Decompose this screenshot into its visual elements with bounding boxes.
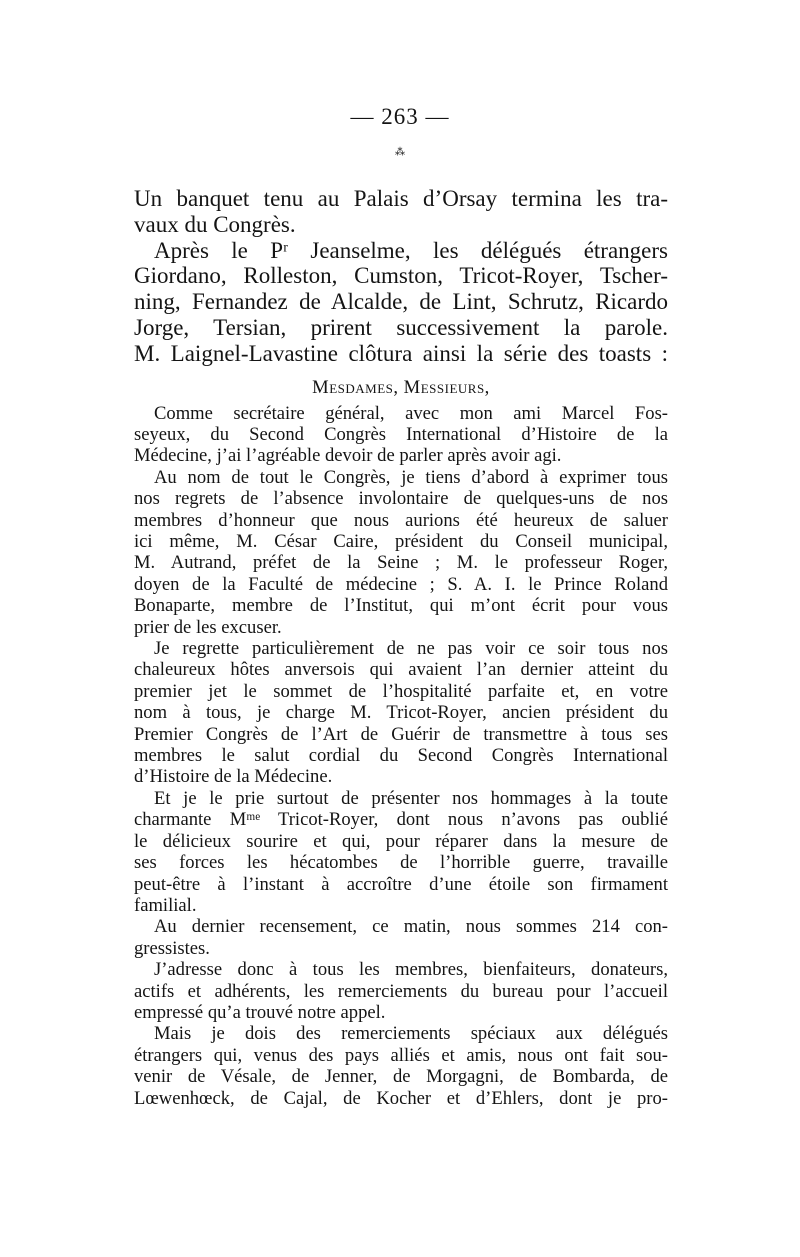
text-line: premier jet le sommet de l’hospitalité parfaite et, en votre xyxy=(134,680,668,702)
text-line: Comme secrétaire général, avec mon ami Marcel Fos- xyxy=(154,402,668,424)
text-line: gressistes. xyxy=(134,937,210,959)
text-line: ses forces les hécatombes de l’horrible guerre, travaille xyxy=(134,852,668,874)
text-line: doyen de la Faculté de médecine ; S. A. I. le Prince Roland xyxy=(134,573,668,595)
text-line: membres d’honneur que nous aurions été heureux de saluer xyxy=(134,509,668,531)
text-line: ici même, M. César Caire, président du Conseil municipal, xyxy=(134,531,668,553)
page-text xyxy=(134,186,668,1109)
text-line: Jorge, Tersian, prirent successivement la parole. xyxy=(134,314,668,340)
text-line: actifs et adhérents, les remerciements du bureau pour l’accueil xyxy=(134,980,668,1002)
text-line: J’adresse donc à tous les membres, bienfaiteurs, donateurs, xyxy=(154,959,668,981)
text-line: Giordano, Rolleston, Cumston, Tricot-Royer, Tscher- xyxy=(134,263,668,289)
text-line: venir de Vésale, de Jenner, de Morgagni, de Bombarda, de xyxy=(134,1066,668,1088)
text-line: étrangers qui, venus des pays alliés et amis, nous ont fait sou- xyxy=(134,1044,668,1066)
text-line: charmante Mᵐᵉ Tricot-Royer, dont nous n’avons pas oublié xyxy=(134,809,668,831)
text-line: peut-être à l’instant à accroître d’une étoile son firmament xyxy=(134,873,668,895)
speech xyxy=(134,373,668,1109)
text-line: ning, Fernandez de Alcalde, de Lint, Schrutz, Ricardo xyxy=(134,289,668,315)
text-line: Et je le prie surtout de présenter nos hommages à la toute xyxy=(154,787,668,809)
text-line: M. Autrand, préfet de la Seine ; M. le professeur Roger, xyxy=(134,552,668,574)
text-line: chaleureux hôtes anversois qui avaient l’an dernier atteint du xyxy=(134,659,668,681)
text-line: Après le Pʳ Jeanselme, les délégués étrangers xyxy=(154,237,668,263)
text-line: Mais je dois des remerciements spéciaux aux délégués xyxy=(154,1023,668,1045)
page-number: — 263 — xyxy=(350,104,450,129)
text-line: Un banquet tenu au Palais d’Orsay termina les tra- xyxy=(134,186,668,211)
text-line: Lœwenhœck, de Cajal, de Kocher et d’Ehlers, dont je pro- xyxy=(134,1087,668,1109)
text-line: le délicieux sourire et qui, pour réparer dans la mesure de xyxy=(134,830,668,852)
text-line: Premier Congrès de l’Art de Guérir de transmettre à tous ses xyxy=(134,723,668,745)
text-line: Médecine, j’ai l’agréable devoir de parler après avoir agi. xyxy=(134,445,562,467)
asterism-ornament: ⁂ xyxy=(395,147,405,158)
text-line: vaux du Congrès. xyxy=(134,211,296,237)
text-line: familial. xyxy=(134,894,197,916)
opening-paragraph xyxy=(134,186,668,367)
text-line: Au nom de tout le Congrès, je tiens d’abord à exprimer tous xyxy=(154,466,668,488)
text-line: Bonaparte, membre de l’Institut, qui m’ont écrit pour vous xyxy=(134,595,668,617)
salutation: Mesdames, Messieurs, xyxy=(312,376,490,398)
text-line: seyeux, du Second Congrès International d’Histoire de la xyxy=(134,423,668,445)
text-line: nos regrets de l’absence involontaire de quelques-uns de nos xyxy=(134,488,668,510)
text-line: Je regrette particulièrement de ne pas voir ce soir tous nos xyxy=(154,638,668,660)
text-line: M. Laignel-Lavastine clôtura ainsi la série des toasts : xyxy=(134,340,668,366)
text-line: nom à tous, je charge M. Tricot-Royer, ancien président du xyxy=(134,702,668,724)
text-line: membres le salut cordial du Second Congrès International xyxy=(134,745,668,767)
text-line: prier de les excuser. xyxy=(134,616,282,638)
text-line: Au dernier recensement, ce matin, nous sommes 214 con- xyxy=(154,916,668,938)
text-line: empressé qu’a trouvé notre appel. xyxy=(134,1001,386,1023)
text-line: d’Histoire de la Médecine. xyxy=(134,766,333,788)
